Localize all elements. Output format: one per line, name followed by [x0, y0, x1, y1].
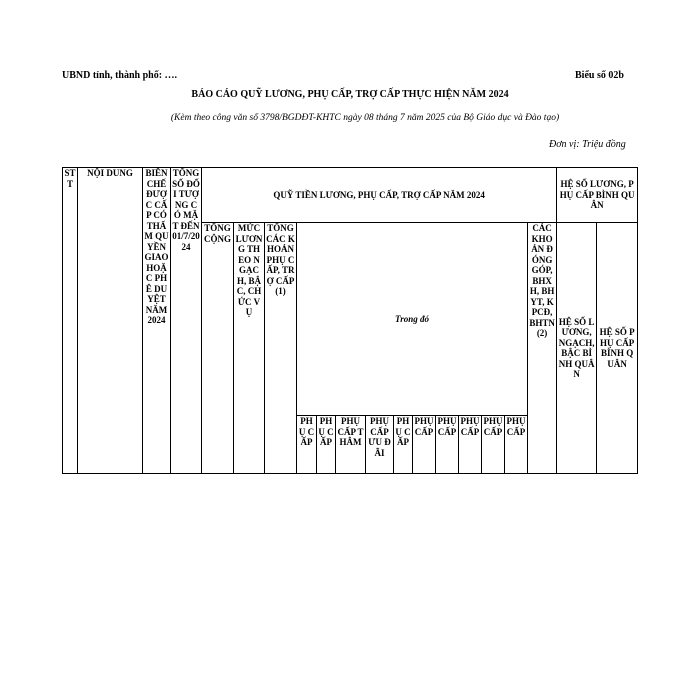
sub-col-phu-cap-uu-dai: PHỤ CẤP ƯU ĐÃI — [366, 416, 394, 474]
header-cac-khoan-dong-gop: CÁC KHOẢN ĐÓNG GÓP, BHXH, BHYT, KPCĐ, BHTN (2) — [528, 223, 557, 474]
header-trong-do: Trong đó — [297, 223, 528, 416]
header-stt: STT — [63, 168, 78, 474]
sub-col-phu-cap: PHỤ CẤP — [459, 416, 482, 474]
header-he-so-binh-quan: HỆ SỐ LƯƠNG, PHỤ CẤP BÌNH QUÂN — [557, 168, 638, 223]
sub-col-phu-cap-tham-nien: PHỤ CẤP THÂM — [336, 416, 366, 474]
header-noi-dung: NỘI DUNG — [78, 168, 143, 474]
header-tong-cong: TỔNG CỘNG — [202, 223, 234, 474]
report-subtitle: (Kèm theo công văn số 3798/BGDĐT-KHTC ngày 08 tháng 7 năm 2025 của Bộ Giáo dục và Đào tạo) — [170, 113, 560, 123]
header-tong-cac-khoan: TỔNG CÁC KHOẢN PHỤ CẤP, TRỢ CẤP (1) — [265, 223, 297, 474]
unit-label: Đơn vị: Triệu đồng — [549, 139, 626, 150]
agency-label: UBND tỉnh, thành phố: …. — [62, 70, 178, 81]
header-muc-luong: MỨC LƯƠNG THEO NGẠCH, BẬC, CHỨC VỤ — [234, 223, 265, 474]
report-title: BÁO CÁO QUỸ LƯƠNG, PHỤ CẤP, TRỢ CẤP THỰC HIỆN NĂM 2024 — [191, 89, 509, 100]
sub-col-phu-cap: PHỤ CẤP — [394, 416, 413, 474]
header-he-so-phu-cap: HỆ SỐ PHỤ CẤP BÌNH QUÂN — [597, 223, 638, 474]
form-number: Biểu số 02b — [575, 70, 624, 81]
sub-col-phu-cap: PHỤ CẤP — [317, 416, 336, 474]
header-he-so-luong: HỆ SỐ LƯƠNG, NGẠCH, BẬC BÌNH QUÂN — [557, 223, 597, 474]
header-quy-tien-luong: QUỸ TIỀN LƯƠNG, PHỤ CẤP, TRỢ CẤP NĂM 2024 — [202, 168, 557, 223]
sub-col-phu-cap: PHỤ CẤP — [482, 416, 505, 474]
header-tong-so-doi-tuong: TỔNG SỐ ĐỐI TƯỢNG CÓ MẶT ĐẾN 01/7/2024 — [171, 168, 202, 474]
sub-col-phu-cap: PHỤ CẤP — [297, 416, 317, 474]
sub-col-phu-cap: PHỤ CẤP — [436, 416, 459, 474]
sub-col-phu-cap: PHỤ CẤP — [505, 416, 528, 474]
sub-col-phu-cap: PHỤ CẤP — [413, 416, 436, 474]
report-table — [62, 167, 638, 474]
header-bien-che: BIÊN CHẾ ĐƯỢC CẤP CÓ THẨM QUYỀN GIAO HOẶC PHÊ DUYỆT NĂM 2024 — [143, 168, 171, 474]
